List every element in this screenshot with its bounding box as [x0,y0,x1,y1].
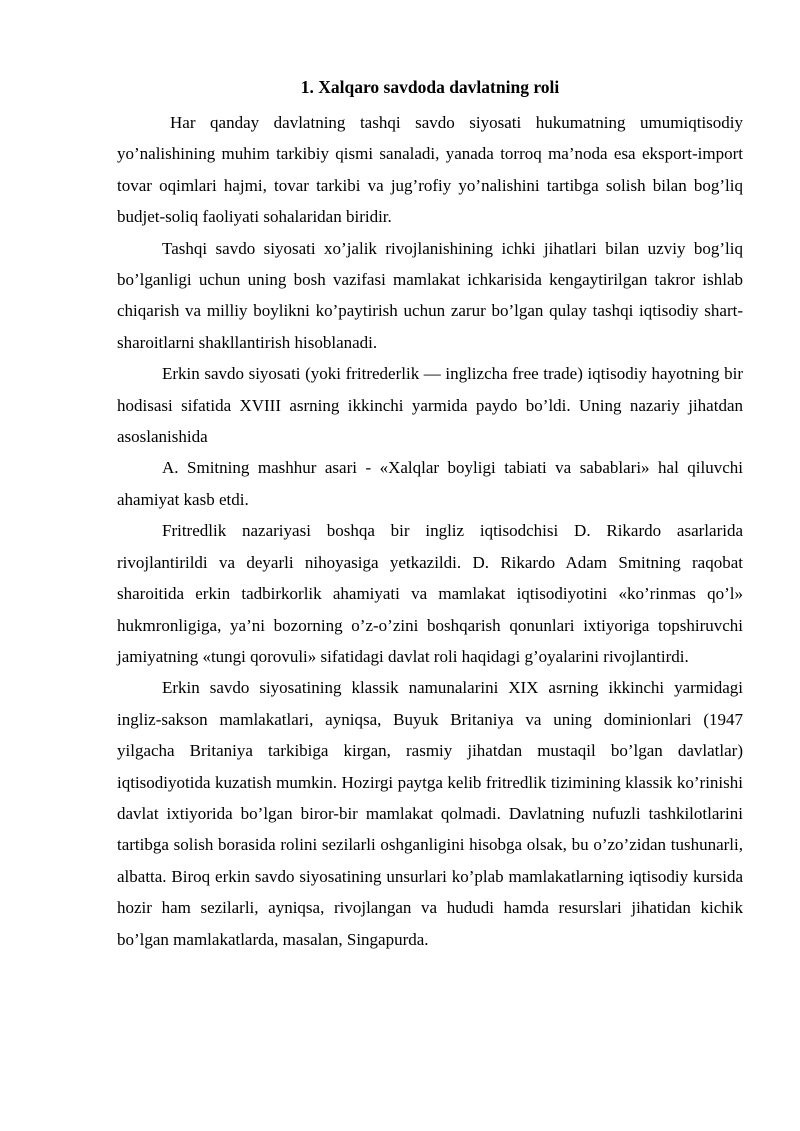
paragraph-1: Har qanday davlatning tashqi savdo siyosati hukumatning umumiqtisodiy yo’nalishining muhim tarkibiy qismi sanaladi, yanada torroq ma’noda esa eksport-import tovar oqimlari hajmi, tovar tarkibi va jug’rofiy yo’nalishini tartibga solish bilan bog’liq budjet-soliq faoliyati sohalaridan biridir. [117,113,743,227]
paragraph-4: A. Smitning mashhur asari - «Xalqlar boyligi tabiati va sabablari» hal qiluvchi ahamiyat kasb etdi. [117,458,743,509]
paragraph-3: Erkin savdo siyosati (yoki fritrederlik — inglizcha free trade) iqtisodiy hayotning bir hodisasi sifatida XVIII asrning ikkinchi yarmida paydo bo’ldi. Uning nazariy jihatdan asoslanishida [117,364,743,447]
document-title: 1. Xalqaro savdoda davlatning roli [300,77,560,97]
document-page [117,72,743,955]
paragraph-5: Fritredlik nazariyasi boshqa bir ingliz iqtisodchisi D. Rikardo asarlarida rivojlantirildi va deyarli nihoyasiga yetkazildi. D. Rikardo Adam Smitning raqobat sharoitida erkin tadbirkorlik ahamiyati va mamlakat iqtisodiyotini «ko’rinmas qo’l» hukmronligiga, ya’ni bozorning o’z-o’zini boshqarish qonunlari ixtiyoriga topshiruvchi jamiyatning «tungi qorovuli» sifatidagi davlat roli haqidagi g’oyalarini rivojlantirdi. [117,521,743,666]
paragraph-6: Erkin savdo siyosatining klassik namunalarini XIX asrning ikkinchi yarmidagi ingliz-sakson mamlakatlari, ayniqsa, Buyuk Britaniya va uning dominionlari (1947 yilgacha Britaniya tarkibiga kirgan, rasmiy jihatdan mustaqil bo’lgan davlatlar) iqtisodiyotida kuzatish mumkin. Hozirgi paytga kelib fritredlik tizimining klassik ko’rinishi davlat ixtiyorida bo’lgan biror-bir mamlakat qolmadi. Davlatning nufuzli tashkilotlarini tartibga solish borasida rolini sezilarli oshganligini hisobga olsak, bu o’zo’zidan tushunarli, albatta. Biroq erkin savdo siyosatining unsurlari ko’plab mamlakatlarning iqtisodiy kursida hozir ham sezilarli, ayniqsa, rivojlangan va hududi hamda resurslari jihatidan kichik bo’lgan mamlakatlarda, masalan, Singapurda. [117,678,743,949]
paragraph-2: Tashqi savdo siyosati xo’jalik rivojlanishining ichki jihatlari bilan uzviy bog’liq bo’lganligi uchun uning bosh vazifasi mamlakat ichkarisida kengaytirilgan takror ishlab chiqarish va milliy boylikni ko’paytirish uchun zarur bo’lgan qulay tashqi iqtisodiy shart-sharoitlarni shakllantirish hisoblanadi. [117,238,743,352]
